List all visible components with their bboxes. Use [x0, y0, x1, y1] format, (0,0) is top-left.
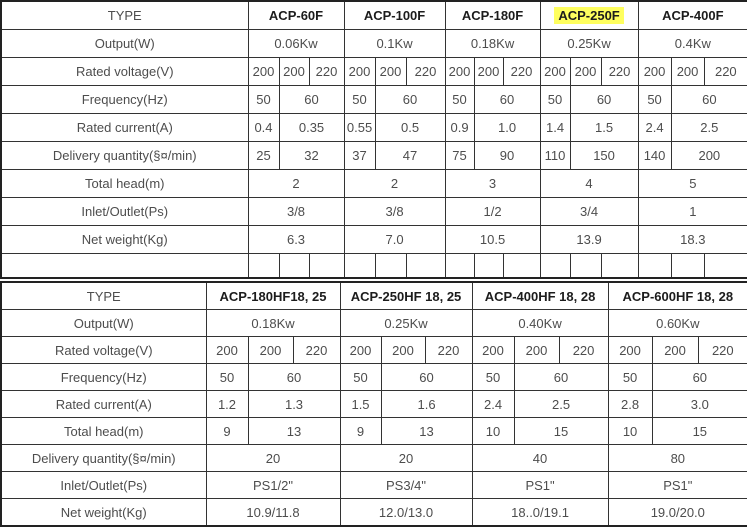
spec-cell: 15 [652, 418, 747, 445]
spec-cell: 3.0 [652, 391, 747, 418]
spec-cell: 0.4 [248, 114, 279, 142]
row-label: Inlet/Outlet(Ps) [1, 472, 206, 499]
spec-cell [445, 254, 474, 279]
spec-cell: 200 [652, 337, 698, 364]
spec-cell: 200 [608, 337, 652, 364]
spec-cell: 200 [248, 58, 279, 86]
highlighted-model-label: ACP-250F [554, 7, 623, 24]
spec-cell: 2.4 [472, 391, 514, 418]
spec-cell: 220 [601, 58, 638, 86]
spec-row [1, 86, 747, 114]
spec-cell: 0.35 [279, 114, 344, 142]
spec-cell: 50 [340, 364, 381, 391]
spec-cell: 200 [638, 58, 671, 86]
spec-cell: 18.3 [638, 226, 747, 254]
spec-cell: 13.9 [540, 226, 638, 254]
spec-cell: 60 [248, 364, 340, 391]
spec-cell: 110 [540, 142, 570, 170]
spec-cell: 2.5 [514, 391, 608, 418]
spec-row [1, 310, 747, 337]
spec-cell [671, 254, 704, 279]
spec-cell: 10.9/11.8 [206, 499, 340, 527]
spec-cell: 60 [671, 86, 747, 114]
spec-cell: 37 [344, 142, 375, 170]
spec-cell: 3/8 [344, 198, 445, 226]
model-column-header: ACP-60F [248, 1, 344, 30]
spec-cell: 2.4 [638, 114, 671, 142]
spec-row [1, 445, 747, 472]
spec-cell: 200 [514, 337, 559, 364]
spec-row [1, 472, 747, 499]
spec-cell: 40 [472, 445, 608, 472]
spec-cell: 10 [608, 418, 652, 445]
model-column-header: ACP-600HF 18, 28 [608, 282, 747, 310]
spec-row [1, 364, 747, 391]
spec-cell: 60 [514, 364, 608, 391]
spec-cell: 0.60Kw [608, 310, 747, 337]
spec-cell: 3 [445, 170, 540, 198]
spec-cell: 220 [293, 337, 340, 364]
spec-cell: 32 [279, 142, 344, 170]
spec-cell: 18..0/19.1 [472, 499, 608, 527]
row-label: TYPE [1, 282, 206, 310]
spec-cell [248, 254, 279, 279]
spec-cell: 1.2 [206, 391, 248, 418]
model-column-header: ACP-100F [344, 1, 445, 30]
spec-cell: 2 [248, 170, 344, 198]
spec-cell: 3/8 [248, 198, 344, 226]
spec-cell: 1.5 [340, 391, 381, 418]
row-label: Rated current(A) [1, 114, 248, 142]
spec-cell [540, 254, 570, 279]
spec-cell: PS3/4" [340, 472, 472, 499]
model-column-header: ACP-180F [445, 1, 540, 30]
spec-cell [638, 254, 671, 279]
model-column-header: ACP-180HF18, 25 [206, 282, 340, 310]
spec-cell: 200 [570, 58, 601, 86]
spec-cell: 9 [206, 418, 248, 445]
spec-cell: 220 [704, 58, 747, 86]
spec-cell: 20 [206, 445, 340, 472]
spec-cell: 2.5 [671, 114, 747, 142]
spec-cell: 200 [375, 58, 406, 86]
spec-cell: 220 [406, 58, 445, 86]
spec-cell [344, 254, 375, 279]
spec-cell: 1 [638, 198, 747, 226]
row-label: Total head(m) [1, 170, 248, 198]
spec-cell [601, 254, 638, 279]
spec-cell: 90 [474, 142, 540, 170]
spec-cell: 7.0 [344, 226, 445, 254]
spec-cell: 0.06Kw [248, 30, 344, 58]
spec-cell: 200 [671, 58, 704, 86]
row-label: Inlet/Outlet(Ps) [1, 198, 248, 226]
spec-row [1, 391, 747, 418]
spec-cell: 15 [514, 418, 608, 445]
spec-cell: 1.4 [540, 114, 570, 142]
spec-cell: 60 [279, 86, 344, 114]
spec-row [1, 499, 747, 527]
spec-cell: 1.0 [474, 114, 540, 142]
row-label: Output(W) [1, 30, 248, 58]
spec-cell: 1.3 [248, 391, 340, 418]
spec-row [1, 226, 747, 254]
spec-row [1, 337, 747, 364]
spec-cell: 200 [671, 142, 747, 170]
spec-cell: 6.3 [248, 226, 344, 254]
hf-series-spec-table [0, 281, 747, 527]
model-column-header: ACP-400HF 18, 28 [472, 282, 608, 310]
spec-cell [406, 254, 445, 279]
spec-row [1, 114, 747, 142]
spec-cell: 50 [206, 364, 248, 391]
spec-cell: 80 [608, 445, 747, 472]
model-column-header [540, 1, 638, 30]
spec-cell: 200 [445, 58, 474, 86]
spec-cell: 0.9 [445, 114, 474, 142]
model-column-header: ACP-250HF 18, 25 [340, 282, 472, 310]
spec-cell: 220 [309, 58, 344, 86]
spec-cell: 10 [472, 418, 514, 445]
spec-cell: 1.6 [381, 391, 472, 418]
empty-row [1, 254, 747, 279]
spec-cell: 50 [344, 86, 375, 114]
spec-row [1, 58, 747, 86]
spec-cell [279, 254, 309, 279]
spec-cell: 13 [248, 418, 340, 445]
spec-cell: 10.5 [445, 226, 540, 254]
spec-cell: 220 [698, 337, 747, 364]
spec-cell: 200 [540, 58, 570, 86]
spec-cell: 200 [381, 337, 425, 364]
spec-cell: 75 [445, 142, 474, 170]
spec-cell: 140 [638, 142, 671, 170]
row-label: Net weight(Kg) [1, 226, 248, 254]
spec-cell: 3/4 [540, 198, 638, 226]
row-label: Total head(m) [1, 418, 206, 445]
spec-cell: 60 [474, 86, 540, 114]
spec-cell: 220 [559, 337, 608, 364]
spec-row [1, 198, 747, 226]
spec-cell: 20 [340, 445, 472, 472]
spec-cell: 200 [344, 58, 375, 86]
spec-cell: 47 [375, 142, 445, 170]
spec-cell: 0.25Kw [340, 310, 472, 337]
spec-row [1, 418, 747, 445]
spec-cell: 200 [248, 337, 293, 364]
spec-cell [570, 254, 601, 279]
spec-cell [503, 254, 540, 279]
spec-cell: 0.1Kw [344, 30, 445, 58]
spec-cell: 50 [248, 86, 279, 114]
row-label: Output(W) [1, 310, 206, 337]
spec-cell [375, 254, 406, 279]
spec-cell: 60 [381, 364, 472, 391]
spec-cell: 220 [425, 337, 472, 364]
row-label: TYPE [1, 1, 248, 30]
spec-cell: PS1" [608, 472, 747, 499]
spec-cell: 5 [638, 170, 747, 198]
spec-cell: 200 [474, 58, 503, 86]
spec-cell: 200 [206, 337, 248, 364]
spec-cell: 2 [344, 170, 445, 198]
spec-cell [309, 254, 344, 279]
spec-row [1, 30, 747, 58]
spec-cell: 19.0/20.0 [608, 499, 747, 527]
spec-cell: 4 [540, 170, 638, 198]
spec-cell: 50 [608, 364, 652, 391]
row-label: Rated current(A) [1, 391, 206, 418]
row-label: Rated voltage(V) [1, 337, 206, 364]
spec-cell: 50 [540, 86, 570, 114]
header-row [1, 1, 747, 30]
spec-cell [474, 254, 503, 279]
spec-cell: 25 [248, 142, 279, 170]
spec-cell: 60 [652, 364, 747, 391]
row-label: Frequency(Hz) [1, 86, 248, 114]
spec-cell: 200 [279, 58, 309, 86]
row-label: Delivery quantity(§¤/min) [1, 445, 206, 472]
spec-cell: 60 [375, 86, 445, 114]
spec-cell: 0.4Kw [638, 30, 747, 58]
spec-cell: 0.5 [375, 114, 445, 142]
spec-cell: 150 [570, 142, 638, 170]
spec-row [1, 142, 747, 170]
spec-cell: 50 [445, 86, 474, 114]
spec-cell: 0.18Kw [445, 30, 540, 58]
spec-cell: 9 [340, 418, 381, 445]
row-label [1, 254, 248, 279]
row-label: Delivery quantity(§¤/min) [1, 142, 248, 170]
header-row [1, 282, 747, 310]
spec-cell: 0.55 [344, 114, 375, 142]
spec-cell: 200 [340, 337, 381, 364]
spec-cell: 0.18Kw [206, 310, 340, 337]
model-column-header: ACP-400F [638, 1, 747, 30]
spec-cell: 12.0/13.0 [340, 499, 472, 527]
spec-cell: 0.40Kw [472, 310, 608, 337]
row-label: Rated voltage(V) [1, 58, 248, 86]
spec-row [1, 170, 747, 198]
spec-cell: 2.8 [608, 391, 652, 418]
row-label: Frequency(Hz) [1, 364, 206, 391]
spec-cell: 1.5 [570, 114, 638, 142]
spec-cell: 220 [503, 58, 540, 86]
spec-cell: 1/2 [445, 198, 540, 226]
spec-cell: 50 [472, 364, 514, 391]
spec-cell: 50 [638, 86, 671, 114]
spec-cell: PS1" [472, 472, 608, 499]
spec-cell: 60 [570, 86, 638, 114]
spec-cell: PS1/2" [206, 472, 340, 499]
spec-cell: 0.25Kw [540, 30, 638, 58]
spec-cell: 13 [381, 418, 472, 445]
row-label: Net weight(Kg) [1, 499, 206, 527]
spec-cell [704, 254, 747, 279]
spec-cell: 200 [472, 337, 514, 364]
